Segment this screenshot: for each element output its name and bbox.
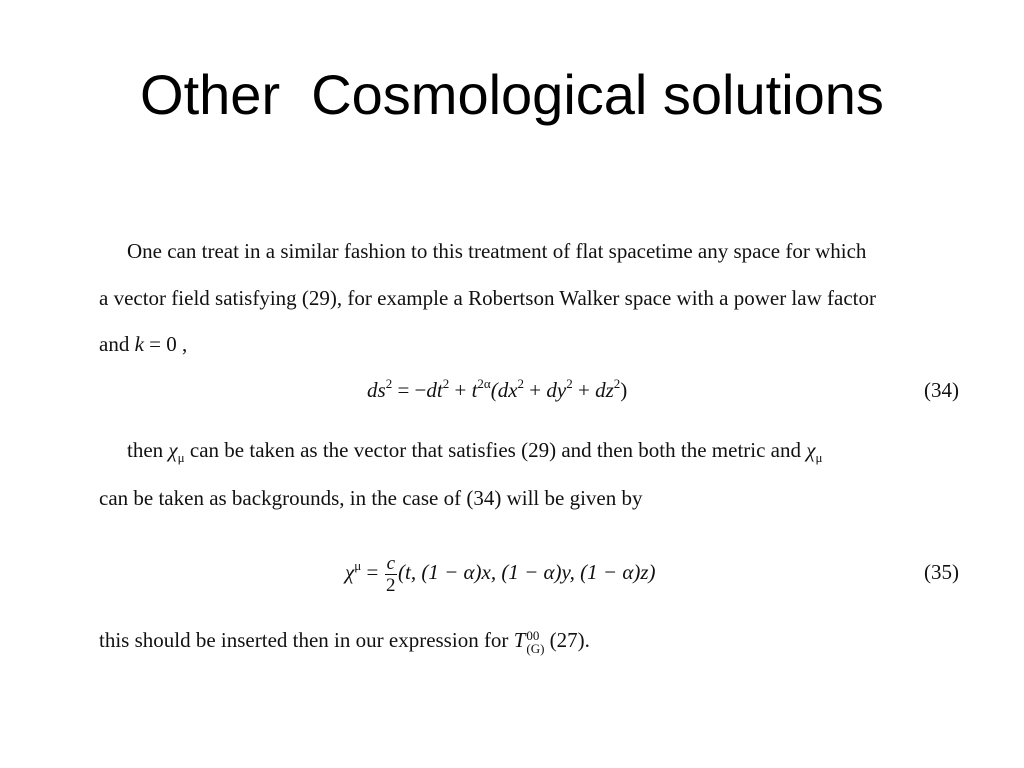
text-fragment: = 0 , — [143, 332, 188, 356]
eq-term: χ — [345, 560, 355, 584]
text-fragment: this should be inserted then in our expression for — [99, 628, 514, 652]
eq-sup: 2 — [442, 376, 450, 391]
eq-sup: 00 — [526, 628, 540, 644]
eq-op: = — [361, 560, 384, 584]
variable-t: T — [513, 628, 526, 652]
eq-sub: μ — [177, 450, 185, 465]
eq-term: dt — [426, 378, 443, 402]
eq-sup: μ — [354, 558, 362, 573]
eq-op: + — [524, 378, 547, 402]
variable-k: k — [134, 332, 144, 356]
tensor-indices — [526, 629, 544, 655]
eq-sup: 2 — [517, 376, 525, 391]
fraction-numerator: c — [386, 552, 396, 574]
equation-number-34: (34) — [924, 378, 959, 402]
equation-35 — [345, 548, 656, 596]
eq-op: + — [572, 378, 596, 402]
eq-sub: (G) — [526, 641, 545, 657]
slide-title: Other Cosmological solutions — [140, 63, 884, 126]
equation-number-35: (35) — [924, 560, 959, 584]
eq-op: = − — [392, 378, 427, 402]
eq-term: t — [471, 378, 478, 402]
variable-chi: χ — [806, 438, 816, 462]
variable-chi: χ — [168, 438, 178, 462]
eq-sub: μ — [815, 450, 823, 465]
paragraph-2-line-2: can be taken as backgrounds, in the case of (34) will be given by — [99, 486, 643, 510]
paragraph-1-line-2: a vector field satisfying (29), for example a Robertson Walker space with a power law factor — [99, 286, 876, 310]
equation-34 — [367, 372, 627, 408]
eq-sup: 2α — [477, 376, 491, 391]
paragraph-3 — [99, 626, 590, 657]
text-fragment: can be taken as the vector that satisfies (29) and then both the metric and — [184, 438, 807, 462]
eq-sup: 2 — [566, 376, 573, 391]
text-fragment: and — [99, 332, 135, 356]
eq-op: ) — [620, 378, 628, 402]
eq-term: ds — [367, 378, 386, 402]
fraction-denominator: 2 — [386, 574, 396, 596]
eq-term: dy — [546, 378, 567, 402]
fraction — [385, 554, 397, 595]
eq-sup: 2 — [613, 376, 621, 391]
paragraph-2-line-1 — [127, 436, 823, 464]
eq-term: (t, (1 − α)x, (1 − α)y, (1 − α)z) — [398, 560, 656, 584]
paragraph-1-line-1: One can treat in a similar fashion to this treatment of flat spacetime any space for which — [127, 239, 867, 263]
eq-sup: 2 — [385, 376, 393, 391]
text-fragment: (27). — [544, 628, 590, 652]
eq-term: (dx — [490, 378, 518, 402]
text-fragment: then — [127, 438, 169, 462]
eq-term: dz — [595, 378, 614, 402]
eq-op: + — [449, 378, 472, 402]
paragraph-1-line-3 — [99, 330, 187, 358]
